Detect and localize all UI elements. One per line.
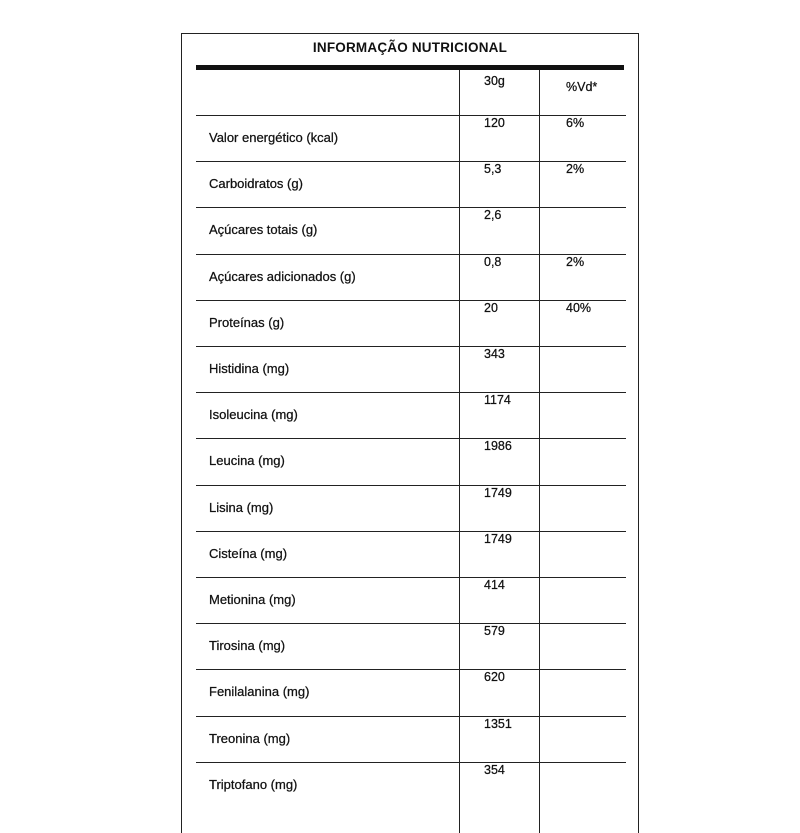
nutrient-portion-value: 620 — [484, 670, 505, 684]
nutrient-portion-value: 5,3 — [484, 162, 502, 176]
row-divider — [196, 254, 626, 255]
nutrient-portion-value: 0,8 — [484, 255, 502, 269]
nutrient-portion-value: 1351 — [484, 717, 512, 731]
header-vd: %Vd* — [566, 80, 598, 94]
nutrient-portion-value: 1749 — [484, 532, 512, 546]
nutrient-label: Treonina (mg) — [209, 731, 291, 746]
nutrient-label: Cisteína (mg) — [209, 546, 288, 561]
row-divider — [196, 161, 626, 162]
nutrient-portion-value: 354 — [484, 763, 505, 777]
nutrient-label: Metionina (mg) — [209, 592, 296, 607]
nutrient-portion-value: 1986 — [484, 439, 512, 453]
nutrient-vd-value: 2% — [566, 162, 585, 176]
title-divider — [196, 65, 624, 70]
nutrient-label: Tirosina (mg) — [209, 638, 286, 653]
nutrient-portion-value: 20 — [484, 301, 498, 315]
header-portion: 30g — [484, 74, 505, 88]
nutrient-vd-value: 2% — [566, 255, 585, 269]
row-divider — [196, 762, 626, 763]
nutrient-label: Carboidratos (g) — [209, 176, 303, 191]
row-divider — [196, 577, 626, 578]
row-divider — [196, 207, 626, 208]
row-divider — [196, 115, 626, 116]
nutrient-label: Açúcares totais (g) — [209, 222, 318, 237]
row-divider — [196, 346, 626, 347]
nutrient-label: Triptofano (mg) — [209, 777, 298, 792]
nutrient-portion-value: 343 — [484, 347, 505, 361]
row-divider — [196, 300, 626, 301]
nutrient-label: Isoleucina (mg) — [209, 407, 298, 422]
nutrient-portion-value: 579 — [484, 624, 505, 638]
nutrient-portion-value: 414 — [484, 578, 505, 592]
nutrient-label: Leucina (mg) — [209, 453, 285, 468]
nutrient-portion-value: 1174 — [484, 393, 511, 407]
nutrient-vd-value: 40% — [566, 301, 592, 315]
nutrient-label: Valor energético (kcal) — [209, 130, 339, 145]
column-divider-vd — [539, 70, 540, 833]
row-divider — [196, 669, 626, 670]
row-divider — [196, 716, 626, 717]
row-divider — [196, 623, 626, 624]
column-divider-portion — [459, 70, 460, 833]
nutrient-vd-value: 6% — [566, 116, 585, 130]
nutrient-label: Histidina (mg) — [209, 361, 290, 376]
nutrient-label: Lisina (mg) — [209, 500, 274, 515]
nutrient-label: Fenilalanina (mg) — [209, 684, 310, 699]
nutrient-portion-value: 1749 — [484, 486, 512, 500]
row-divider — [196, 531, 626, 532]
row-divider — [196, 392, 626, 393]
row-divider — [196, 438, 626, 439]
row-divider — [196, 485, 626, 486]
nutrient-label: Proteínas (g) — [209, 315, 285, 330]
nutrition-facts-panel — [181, 33, 639, 833]
nutrient-label: Açúcares adicionados (g) — [209, 269, 356, 284]
nutrient-portion-value: 2,6 — [484, 208, 502, 222]
table-title: INFORMAÇÃO NUTRICIONAL — [312, 40, 508, 55]
nutrient-portion-value: 120 — [484, 116, 505, 130]
